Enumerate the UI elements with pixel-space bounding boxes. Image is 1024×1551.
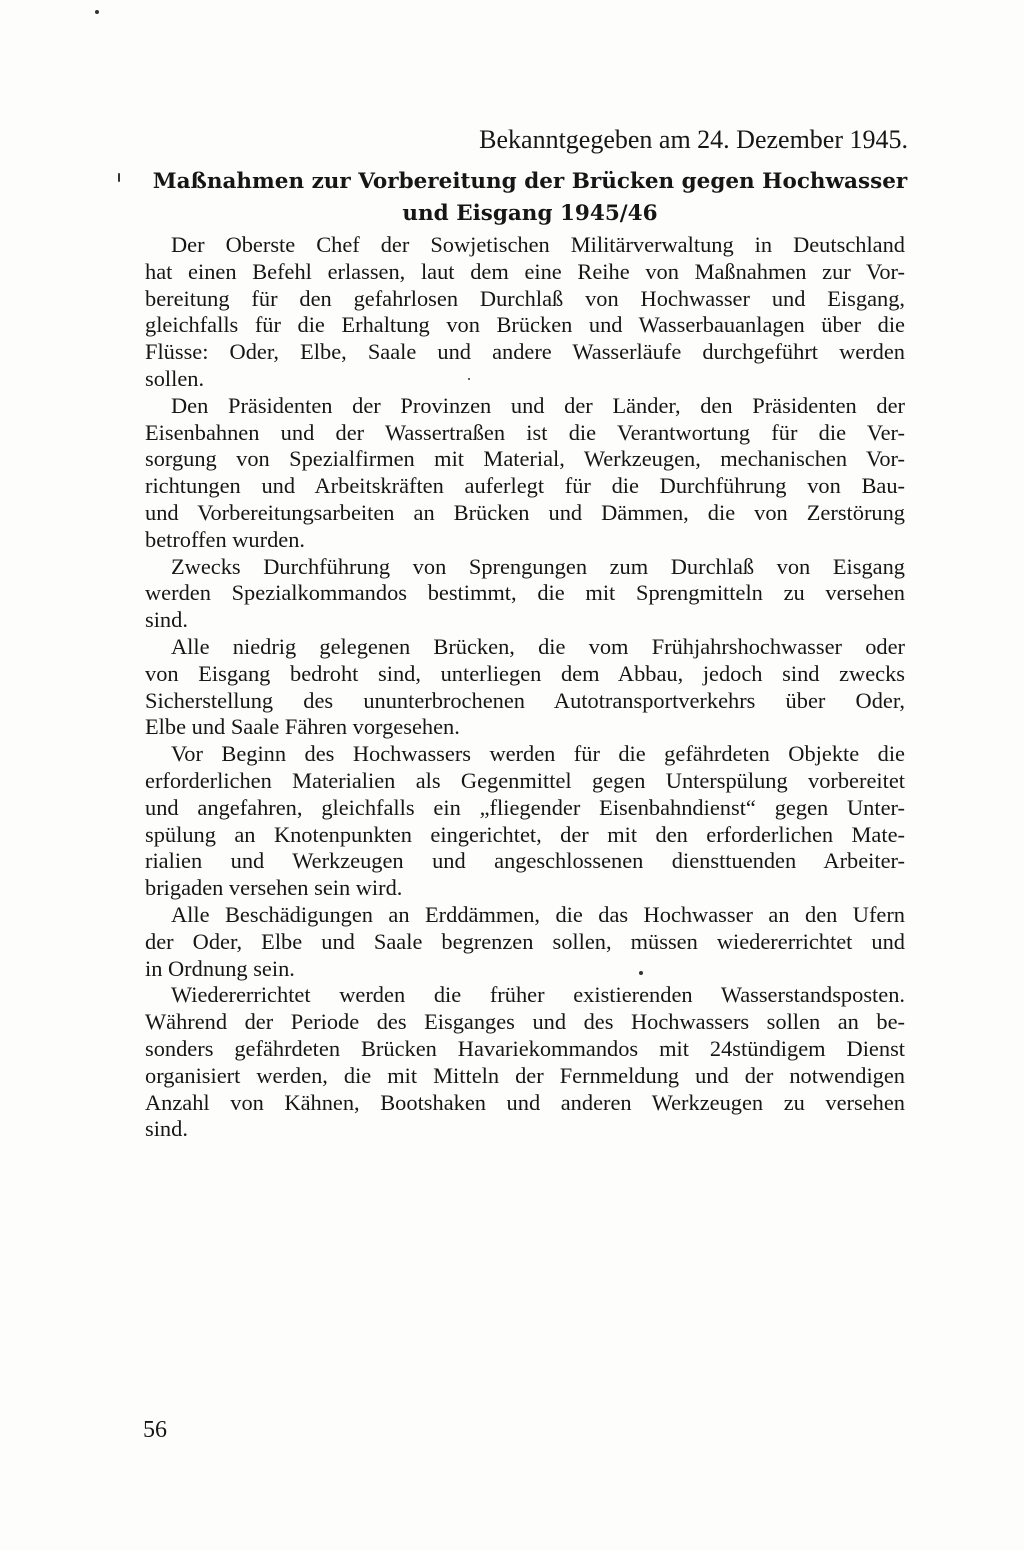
text-line: Zwecks Durchführung von Sprengungen zum Durchlaß von Eisgang <box>171 553 905 579</box>
text-line: in Ordnung sein. <box>145 955 295 981</box>
document-title <box>110 166 950 230</box>
text-line: organisiert werden, die mit Mitteln der Fernmeldung und der notwendigen <box>145 1062 905 1088</box>
title-line: und Eisgang 1945/46 <box>402 201 658 226</box>
text-line: sind. <box>145 607 188 633</box>
announcement-date: Bekanntgegeben am 24. Dezember 1945. <box>479 125 908 154</box>
text-line: Während der Periode des Eisganges und des Hochwassers sollen an be- <box>145 1009 905 1035</box>
text-line: sind. <box>145 1116 188 1142</box>
text-line: und Vorbereitungsarbeiten an Brücken und Dämmen, die von Zerstörung <box>145 499 905 525</box>
text-line: Alle Beschädigungen an Erddämmen, die das Hochwasser an den Ufern <box>171 901 905 927</box>
text-line: Anzahl von Kähnen, Bootshaken und anderen Werkzeugen zu versehen <box>145 1089 905 1115</box>
text-line: gleichfalls für die Erhaltung von Brücken und Wasserbauanlagen über die <box>145 312 905 338</box>
text-line: Sicherstellung des ununterbrochenen Autotransportverkehrs über Oder, <box>145 687 905 713</box>
paragraph <box>145 554 905 634</box>
text-line: Flüsse: Oder, Elbe, Saale und andere Wasserläufe durchgeführt werden <box>145 339 905 365</box>
paragraph <box>145 393 905 554</box>
text-line: erforderlichen Materialien als Gegenmittel gegen Unterspülung vorbereitet <box>145 767 905 793</box>
paragraph <box>145 232 905 393</box>
text-line: werden Spezialkommandos bestimmt, die mit Sprengmitteln zu versehen <box>145 580 905 606</box>
text-line: Wiedererrichtet werden die früher existierenden Wasserstandsposten. <box>171 982 905 1008</box>
text-line: hat einen Befehl erlassen, laut dem eine Reihe von Maßnahmen zur Vor- <box>145 258 905 284</box>
text-line: und angefahren, gleichfalls ein „fliegender Eisenbahndienst“ gegen Unter- <box>145 794 905 820</box>
text-line: der Oder, Elbe und Saale begrenzen sollen, müssen wiedererrichtet und <box>145 928 905 954</box>
text-line: richtungen und Arbeitskräften auferlegt für die Durchführung von Bau- <box>145 473 905 499</box>
text-line: sorgung von Spezialfirmen mit Material, Werkzeugen, mechanischen Vor- <box>145 446 905 472</box>
text-line: Eisenbahnen und der Wassertraßen ist die Verantwortung für die Ver- <box>145 419 905 445</box>
text-line: Den Präsidenten der Provinzen und der Länder, den Präsidenten der <box>171 392 905 418</box>
text-line: Alle niedrig gelegenen Brücken, die vom Frühjahrshochwasser oder <box>171 633 905 659</box>
text-line: bereitung für den gefahrlosen Durchlaß von Hochwasser und Eisgang, <box>145 285 905 311</box>
paragraph <box>145 741 905 902</box>
print-speck <box>95 10 99 14</box>
text-line: sonders gefährdeten Brücken Havariekommandos mit 24stündigem Dienst <box>145 1035 905 1061</box>
text-line: brigaden versehen sein wird. <box>145 875 403 901</box>
text-line: spülung an Knotenpunkten eingerichtet, der mit den erforderlichen Mate- <box>145 821 905 847</box>
text-line: betroffen wurden. <box>145 526 305 552</box>
paragraph <box>145 902 905 982</box>
text-line: Elbe und Saale Fähren vorgesehen. <box>145 714 460 740</box>
paragraph <box>145 634 905 741</box>
page-number: 56 <box>143 1417 167 1443</box>
text-line: sollen. <box>145 365 205 391</box>
paragraph <box>145 982 905 1143</box>
text-line: von Eisgang bedroht sind, unterliegen dem Abbau, jedoch sind zwecks <box>145 660 905 686</box>
text-line: rialien und Werkzeugen und angeschlossenen diensttuenden Arbeiter- <box>145 848 905 874</box>
text-line: Der Oberste Chef der Sowjetischen Militärverwaltung in Deutschland <box>171 232 905 257</box>
document-body <box>145 232 905 1143</box>
text-line: Vor Beginn des Hochwassers werden für die gefährdeten Objekte die <box>171 741 905 767</box>
title-line: Maßnahmen zur Vorbereitung der Brücken gegen Hochwasser <box>152 169 908 194</box>
